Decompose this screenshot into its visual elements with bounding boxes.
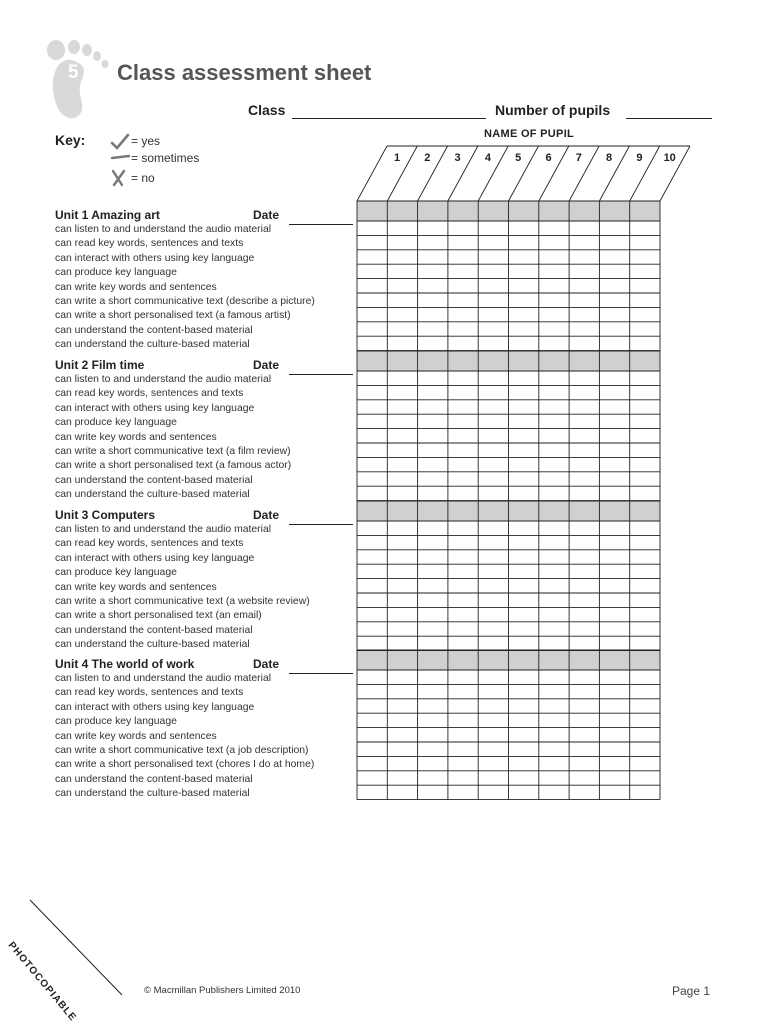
criterion-label: can write a short communicative text (a film review) — [55, 446, 291, 457]
criterion-label: can listen to and understand the audio material — [55, 524, 272, 535]
key-yes: = yes — [131, 134, 161, 148]
key-label: Key: — [55, 132, 86, 148]
criterion-label: can listen to and understand the audio material — [55, 374, 272, 385]
unit-title: Unit 2 Film time — [55, 358, 145, 372]
pupil-number: 7 — [575, 152, 582, 164]
criterion-label: can write key words and sentences — [55, 431, 217, 443]
criterion-label: can produce key language — [55, 417, 177, 429]
name-of-pupil-heading: NAME OF PUPIL — [484, 128, 575, 140]
criterion-label: can listen to and understand the audio material — [55, 224, 272, 235]
pupil-number: 10 — [663, 152, 676, 164]
criterion-label: can produce key language — [55, 567, 177, 579]
criterion-label: can produce key language — [55, 716, 177, 728]
criterion-label: can write key words and sentences — [55, 730, 217, 742]
page-title: Class assessment sheet — [117, 60, 372, 85]
criterion-label: can understand the content-based material — [55, 773, 253, 785]
date-label: Date — [253, 657, 280, 671]
criterion-label: can write a short personalised text (a famous actor) — [55, 460, 292, 472]
criterion-label: can understand the culture-based material — [55, 489, 250, 501]
copyright: © Macmillan Publishers Limited 2010 — [144, 985, 301, 996]
criterion-label: can interact with others using key language — [55, 402, 255, 414]
criterion-label: can write a short personalised text (an email) — [55, 610, 262, 622]
grid-header-slant-line — [357, 146, 387, 201]
criterion-label: can produce key language — [55, 267, 177, 279]
unit-title: Unit 4 The world of work — [55, 657, 195, 671]
criterion-label: can listen to and understand the audio material — [55, 673, 272, 684]
class-label: Class — [248, 102, 286, 118]
pupil-number: 9 — [636, 152, 643, 164]
date-field[interactable] — [289, 358, 353, 375]
pupil-number: 5 — [515, 152, 522, 164]
criterion-label: can interact with others using key language — [55, 701, 255, 713]
criterion-label: can read key words, sentences and texts — [55, 538, 244, 550]
criterion-label: can understand the culture-based material — [55, 788, 250, 800]
key-sometimes: = sometimes — [131, 151, 200, 165]
criterion-label: can write a short personalised text (a famous artist) — [55, 310, 291, 322]
criterion-label: can understand the content-based material — [55, 474, 253, 486]
criterion-label: can write a short communicative text (a website review) — [55, 596, 310, 607]
criterion-label: can write a short personalised text (chores I do at home) — [55, 759, 315, 771]
criterion-label: can interact with others using key language — [55, 252, 255, 264]
criterion-label: can read key words, sentences and texts — [55, 388, 244, 400]
date-label: Date — [253, 508, 280, 522]
pupil-number: 1 — [393, 152, 401, 164]
unit-title: Unit 3 Computers — [55, 508, 156, 522]
pupil-number: 8 — [606, 152, 613, 164]
pupil-number: 2 — [424, 152, 431, 164]
criterion-label: can understand the culture-based material — [55, 639, 250, 651]
date-field[interactable] — [289, 657, 353, 674]
criterion-label: can read key words, sentences and texts — [55, 238, 244, 250]
page-number: Page 1 — [672, 984, 711, 998]
unit-number: 5 — [68, 62, 79, 83]
pupil-number: 3 — [454, 152, 461, 164]
criterion-label: can write key words and sentences — [55, 281, 217, 293]
criterion-label: can interact with others using key language — [55, 552, 255, 564]
criterion-label: can read key words, sentences and texts — [55, 687, 244, 699]
date-field[interactable] — [289, 508, 353, 525]
corner-divider — [0, 880, 130, 1000]
photocopiable-label: PHOTOCOPIABLE — [5, 940, 79, 1024]
date-label: Date — [253, 358, 280, 372]
criterion-label: can write a short communicative text (a job description) — [55, 745, 309, 756]
date-field[interactable] — [289, 208, 353, 225]
unit-title: Unit 1 Amazing art — [55, 208, 160, 222]
criterion-label: can understand the content-based material — [55, 624, 253, 636]
pupils-label: Number of pupils — [495, 102, 611, 118]
criterion-label: can understand the culture-based material — [55, 339, 250, 351]
criterion-label: can write a short communicative text (describe a picture) — [55, 296, 315, 307]
pupil-number: 4 — [484, 152, 491, 164]
pupil-number: 6 — [545, 152, 552, 164]
date-label: Date — [253, 208, 280, 222]
key-no: = no — [131, 171, 155, 185]
criterion-label: can write key words and sentences — [55, 581, 217, 593]
criterion-label: can understand the content-based material — [55, 324, 253, 336]
